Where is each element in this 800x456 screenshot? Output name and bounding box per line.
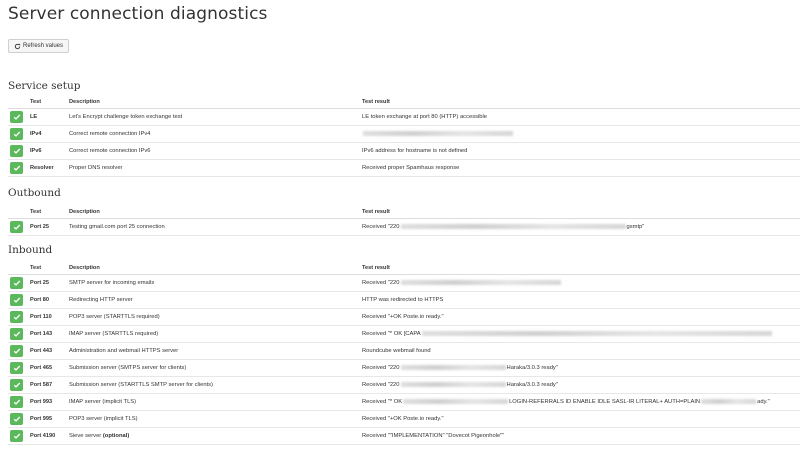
description-cell	[66, 109, 359, 126]
redacted-text	[401, 365, 506, 370]
redacted-text	[401, 224, 626, 229]
description-cell	[66, 428, 359, 445]
table-row	[8, 326, 800, 343]
result-text: Received "220	[362, 382, 400, 389]
description-text: Submission server (STARTTLS SMTP server for clients)	[69, 382, 213, 388]
description-cell	[66, 160, 359, 177]
check-icon	[10, 294, 23, 306]
description-cell	[66, 309, 359, 326]
result-text-end: ady."	[757, 399, 770, 406]
status-cell	[8, 126, 27, 143]
test-result-cell	[359, 292, 800, 309]
description-text: Submission server (SMTPS server for clients)	[69, 365, 187, 371]
outbound-table	[8, 206, 800, 236]
test-name-cell: IPv4	[27, 126, 66, 143]
description-cell	[66, 292, 359, 309]
header-description: Description	[66, 206, 359, 219]
status-cell	[8, 160, 27, 177]
table-row	[8, 160, 800, 177]
description-text: Administration and webmail HTTPS server	[69, 348, 179, 354]
test-result-cell	[359, 309, 800, 326]
result-text: Received "220	[362, 224, 400, 231]
table-row	[8, 411, 800, 428]
test-name-cell: Port 25	[27, 219, 66, 236]
test-result-cell	[359, 275, 800, 292]
test-result-cell	[359, 219, 800, 236]
header-test-result: Test result	[359, 96, 800, 109]
redacted-text	[701, 399, 756, 404]
result-text: Received "+OK Poste.io ready."	[362, 416, 444, 422]
result-text: Received "* OK [CAPA	[362, 331, 421, 338]
test-result-cell	[359, 428, 800, 445]
result-text-tail: LOGIN-REFERRALS ID ENABLE IDLE SASL-IR LITERAL+ AUTH=PLAIN	[509, 399, 701, 406]
description-cell	[66, 343, 359, 360]
description-text: Redirecting HTTP server	[69, 297, 133, 303]
status-cell	[8, 219, 27, 236]
result-text: Received ""IMPLEMENTATION" "Dovecot Pigeonhole""	[362, 433, 505, 439]
header-test: Test	[27, 206, 66, 219]
table-row	[8, 394, 800, 411]
redacted-text	[403, 399, 508, 404]
description-text: Let's Encrypt challenge token exchange test	[69, 114, 183, 120]
check-icon	[10, 128, 23, 140]
test-name-cell: Port 587	[27, 377, 66, 394]
check-icon	[10, 430, 23, 442]
status-cell	[8, 343, 27, 360]
status-cell	[8, 411, 27, 428]
test-result-cell	[359, 377, 800, 394]
result-text-tail: gsmtp"	[626, 224, 645, 231]
status-cell	[8, 275, 27, 292]
result-text: Received proper Spamhaus response	[362, 165, 460, 171]
status-cell	[8, 377, 27, 394]
table-row	[8, 360, 800, 377]
header-status	[8, 206, 27, 219]
description-text: Sieve server	[69, 433, 102, 439]
result-text: HTTP was redirected to HTTPS	[362, 297, 444, 303]
table-header-row	[8, 206, 800, 219]
refresh-values-button[interactable]	[8, 39, 69, 53]
check-icon	[10, 362, 23, 374]
table-header-row	[8, 262, 800, 275]
test-name-cell: Port 465	[27, 360, 66, 377]
test-name-cell: LE	[27, 109, 66, 126]
check-icon	[10, 111, 23, 123]
header-status	[8, 96, 27, 109]
table-row	[8, 428, 800, 445]
status-cell	[8, 428, 27, 445]
result-text: Received "220	[362, 280, 400, 287]
check-icon	[10, 311, 23, 323]
test-result-cell	[359, 411, 800, 428]
test-name-cell: Port 80	[27, 292, 66, 309]
result-text: Received "* OK	[362, 399, 403, 406]
description-cell	[66, 377, 359, 394]
test-result-cell	[359, 360, 800, 377]
result-text-tail: Haraka/3.0.3 ready"	[506, 365, 558, 372]
test-result-cell	[359, 343, 800, 360]
test-name-cell: IPv6	[27, 143, 66, 160]
table-row	[8, 309, 800, 326]
description-cell	[66, 411, 359, 428]
inbound-table	[8, 262, 800, 445]
check-icon	[10, 145, 23, 157]
check-icon	[10, 345, 23, 357]
description-text: Correct remote connection IPv4	[69, 131, 151, 137]
table-row	[8, 126, 800, 143]
table-row	[8, 377, 800, 394]
description-cell	[66, 143, 359, 160]
test-result-cell	[359, 143, 800, 160]
description-cell	[66, 360, 359, 377]
check-icon	[10, 328, 23, 340]
header-test-result: Test result	[359, 206, 800, 219]
redacted-text	[401, 280, 561, 285]
service-setup-table	[8, 96, 800, 177]
refresh-icon	[14, 43, 21, 50]
status-cell	[8, 292, 27, 309]
description-cell	[66, 219, 359, 236]
table-row	[8, 219, 800, 236]
section-title-inbound: Inbound	[8, 244, 53, 256]
description-text: POP3 server (STARTTLS required)	[69, 314, 160, 320]
header-description: Description	[66, 262, 359, 275]
result-text-tail: Haraka/3.0.3 ready"	[506, 382, 558, 389]
result-text: Roundcube webmail found	[362, 348, 431, 354]
redacted-text	[363, 131, 513, 136]
check-icon	[10, 379, 23, 391]
check-icon	[10, 413, 23, 425]
section-title-outbound: Outbound	[8, 187, 61, 199]
status-cell	[8, 326, 27, 343]
header-description: Description	[66, 96, 359, 109]
table-row	[8, 343, 800, 360]
description-cell	[66, 394, 359, 411]
test-result-cell	[359, 160, 800, 177]
check-icon	[10, 221, 23, 233]
table-row	[8, 109, 800, 126]
description-text: IMAP server (STARTTLS required)	[69, 331, 159, 337]
description-text: Proper DNS resolver	[69, 165, 123, 171]
status-cell	[8, 143, 27, 160]
status-cell	[8, 309, 27, 326]
table-row	[8, 292, 800, 309]
description-text: IMAP server (implicit TLS)	[69, 399, 137, 405]
description-text: SMTP server for incoming emails	[69, 280, 155, 286]
result-text: IPv6 address for hostname is not defined	[362, 148, 468, 154]
description-text: POP3 server (implicit TLS)	[69, 416, 138, 422]
description-cell	[66, 326, 359, 343]
result-text: LE token exchange at port 80 (HTTP) accessible	[362, 114, 488, 120]
header-test: Test	[27, 262, 66, 275]
table-row	[8, 275, 800, 292]
status-cell	[8, 360, 27, 377]
test-name-cell: Port 25	[27, 275, 66, 292]
header-test: Test	[27, 96, 66, 109]
check-icon	[10, 162, 23, 174]
description-text: Correct remote connection IPv6	[69, 148, 151, 154]
test-name-cell: Port 993	[27, 394, 66, 411]
status-cell	[8, 394, 27, 411]
test-result-cell	[359, 126, 800, 143]
header-status	[8, 262, 27, 275]
test-result-cell	[359, 394, 800, 411]
test-name-cell: Resolver	[27, 160, 66, 177]
test-name-cell: Port 995	[27, 411, 66, 428]
result-text: Received "220	[362, 365, 400, 372]
optional-label: (optional)	[102, 433, 130, 439]
test-result-cell	[359, 109, 800, 126]
check-icon	[10, 277, 23, 289]
description-cell	[66, 275, 359, 292]
check-icon	[10, 396, 23, 408]
test-name-cell: Port 110	[27, 309, 66, 326]
page-title: Server connection diagnostics	[8, 4, 268, 24]
description-cell	[66, 126, 359, 143]
section-title-service-setup: Service setup	[8, 80, 81, 92]
description-text: Testing gmail.com port 25 connection	[69, 224, 165, 230]
test-name-cell: Port 4190	[27, 428, 66, 445]
refresh-values-label: Refresh values	[23, 43, 64, 49]
test-result-cell	[359, 326, 800, 343]
status-cell	[8, 109, 27, 126]
redacted-text	[401, 382, 506, 387]
table-header-row	[8, 96, 800, 109]
header-test-result: Test result	[359, 262, 800, 275]
redacted-text	[422, 331, 772, 336]
result-text: Received "+OK Poste.io ready."	[362, 314, 444, 320]
test-name-cell: Port 143	[27, 326, 66, 343]
test-name-cell: Port 443	[27, 343, 66, 360]
table-row	[8, 143, 800, 160]
